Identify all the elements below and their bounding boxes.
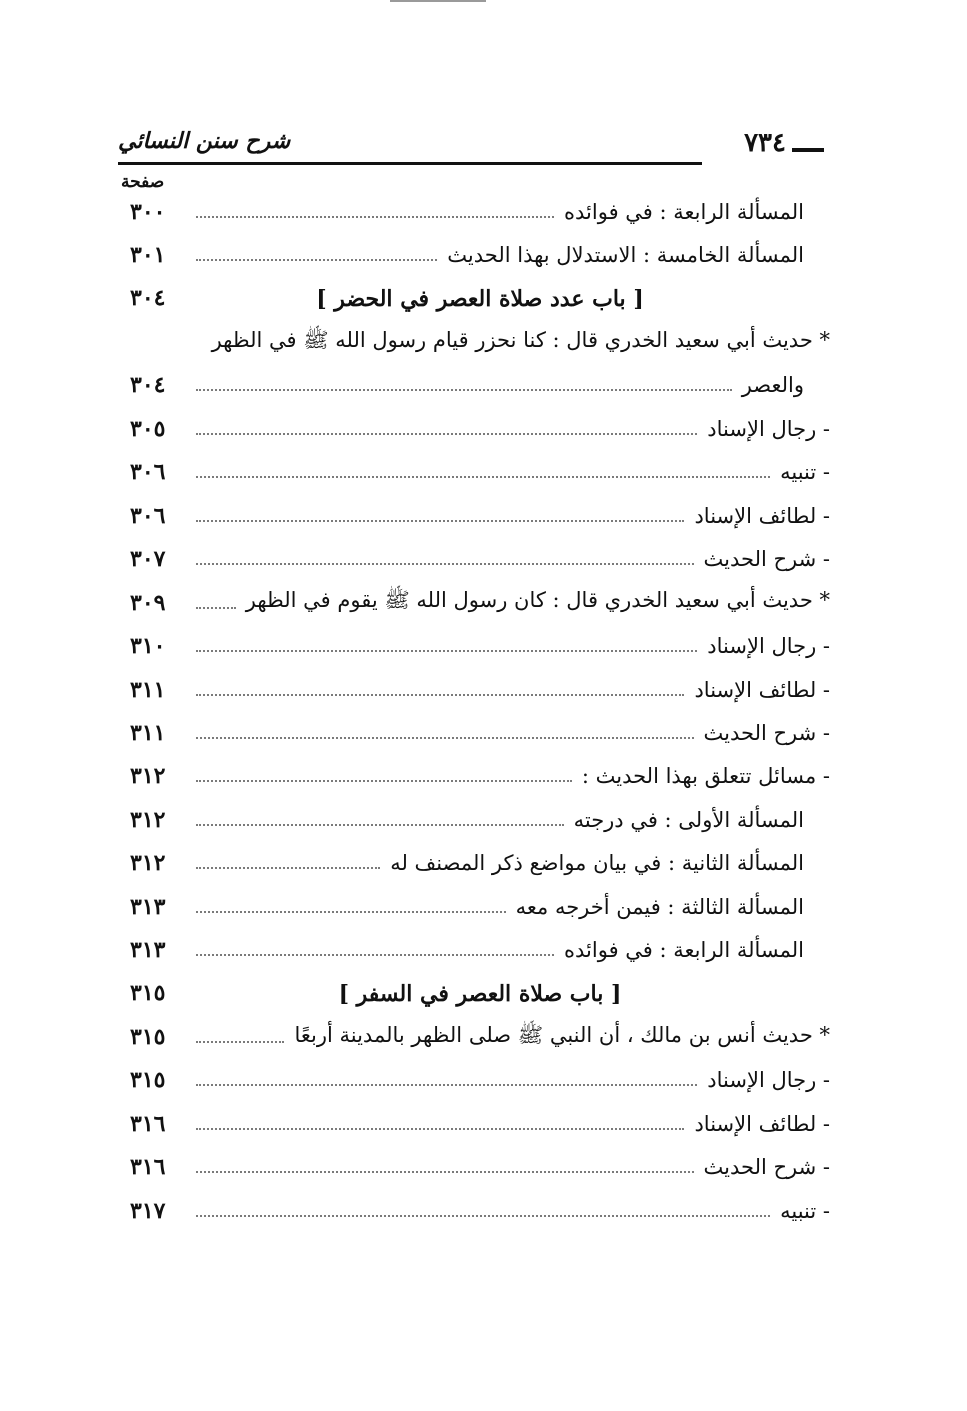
dot-leader bbox=[196, 520, 684, 522]
toc-section-heading bbox=[130, 972, 830, 1015]
toc-entry bbox=[130, 711, 830, 754]
entry-page: ٣٠٤ bbox=[130, 372, 166, 399]
running-title: شرح سنن النسائي bbox=[118, 128, 291, 154]
toc-entry bbox=[130, 668, 830, 711]
entry-page: ٣٠٠ bbox=[130, 198, 166, 225]
entry-page: ٣١٥ bbox=[130, 1067, 166, 1094]
dot-leader bbox=[196, 1128, 684, 1130]
entry-title: والعصر bbox=[741, 373, 804, 398]
entry-page: ٣١٣ bbox=[130, 893, 166, 920]
entry-title: المسألة الرابعة : في فوائده bbox=[564, 938, 804, 963]
dot-leader bbox=[196, 650, 697, 652]
page-column-label: صفحة bbox=[121, 172, 165, 192]
toc-entry bbox=[130, 842, 830, 885]
entry-page: ٣١١ bbox=[130, 676, 166, 703]
dot-leader bbox=[196, 911, 506, 913]
entry-title: - شرح الحديث bbox=[703, 720, 830, 745]
toc-entry bbox=[130, 320, 830, 363]
entry-page: ٣٠٤ bbox=[130, 284, 166, 311]
toc-entry bbox=[130, 581, 830, 624]
entry-title: - رجال الإسناد bbox=[707, 1068, 830, 1093]
top-scan-mark bbox=[390, 0, 486, 2]
entry-title: - لطائف الإسناد bbox=[694, 503, 830, 528]
entry-page: ٣١٥ bbox=[130, 1024, 166, 1051]
entry-page: ٣١٣ bbox=[130, 937, 166, 964]
dot-leader bbox=[196, 867, 380, 869]
entry-page: ٣١٢ bbox=[130, 806, 166, 833]
entry-title: - شرح الحديث bbox=[703, 1155, 830, 1180]
entry-title: - رجال الإسناد bbox=[707, 634, 830, 659]
dot-leader bbox=[196, 824, 564, 826]
entry-title: - لطائف الإسناد bbox=[694, 1111, 830, 1136]
dot-leader bbox=[196, 1215, 770, 1217]
header-rule bbox=[118, 162, 702, 165]
toc-entry bbox=[130, 233, 830, 276]
toc-entry bbox=[130, 885, 830, 928]
entry-page: ٣٠٦ bbox=[130, 459, 166, 486]
entry-title: - تنبيه bbox=[780, 1198, 830, 1223]
dot-leader bbox=[196, 780, 572, 782]
dot-leader bbox=[196, 737, 694, 739]
entry-page: ٣١٢ bbox=[130, 850, 166, 877]
entry-page: ٣٠٩ bbox=[130, 589, 166, 616]
entry-title: * حديث أنس بن مالك ، أن النبي ﷺ صلى الظهر بالمدينة أربعًا bbox=[294, 1022, 830, 1047]
entry-page: ٣٠١ bbox=[130, 242, 166, 269]
toc-entry bbox=[130, 1059, 830, 1102]
dot-leader bbox=[196, 954, 554, 956]
entry-page: ٣١٦ bbox=[130, 1110, 166, 1137]
dot-leader bbox=[196, 259, 437, 261]
toc-entry bbox=[130, 755, 830, 798]
entry-page: ٣٠٧ bbox=[130, 546, 166, 573]
dot-leader bbox=[196, 1041, 284, 1043]
toc-entry bbox=[130, 451, 830, 494]
entry-title: - لطائف الإسناد bbox=[694, 677, 830, 702]
toc-entry bbox=[130, 538, 830, 581]
dot-leader bbox=[196, 1084, 697, 1086]
section-title: [ باب صلاة العصر في السفر ] bbox=[338, 980, 622, 1007]
entry-title: المسألة الخامسة : الاستدلال بهذا الحديث bbox=[447, 243, 804, 268]
dot-leader bbox=[196, 694, 684, 696]
dot-leader bbox=[196, 607, 236, 609]
toc-entry bbox=[130, 1189, 830, 1232]
toc-entry bbox=[130, 624, 830, 667]
toc-entry bbox=[130, 1015, 830, 1058]
toc-entry bbox=[130, 1102, 830, 1145]
entry-page: ٣١٥ bbox=[130, 979, 166, 1006]
toc-entry bbox=[130, 798, 830, 841]
toc-entry bbox=[130, 1146, 830, 1189]
page-number-dash bbox=[792, 148, 824, 152]
dot-leader bbox=[196, 563, 694, 565]
entry-page: ٣١٠ bbox=[130, 633, 166, 660]
page-number: ٧٣٤ bbox=[744, 128, 786, 158]
dot-leader bbox=[196, 476, 770, 478]
toc-entry bbox=[130, 190, 830, 233]
toc-section-heading bbox=[130, 277, 830, 320]
entry-title: * حديث أبي سعيد الخدري قال : كان رسول الله ﷺ يقوم في الظهر bbox=[245, 588, 830, 613]
entry-page: ٣٠٦ bbox=[130, 502, 166, 529]
entry-title: - رجال الإسناد bbox=[707, 416, 830, 441]
entry-title: المسألة الرابعة : في فوائده bbox=[564, 199, 804, 224]
entry-title: المسألة الثانية : في بيان مواضع ذكر المصنف له bbox=[390, 851, 804, 876]
entry-page: ٣١١ bbox=[130, 719, 166, 746]
page-header bbox=[118, 128, 824, 176]
dot-leader bbox=[196, 1171, 694, 1173]
dot-leader bbox=[196, 433, 697, 435]
entry-title: المسألة الثالثة : فيمن أخرجه معه bbox=[515, 894, 804, 919]
table-of-contents bbox=[130, 190, 830, 1233]
toc-entry bbox=[130, 364, 830, 407]
entry-title: - مسائل تتعلق بهذا الحديث : bbox=[581, 764, 830, 789]
toc-entry bbox=[130, 407, 830, 450]
entry-title: - تنبيه bbox=[780, 460, 830, 485]
dot-leader bbox=[196, 389, 732, 391]
section-title: [ باب عدد صلاة العصر في الحضر ] bbox=[316, 285, 644, 312]
entry-title: المسألة الأولى : في درجته bbox=[573, 807, 804, 832]
entry-page: ٣١٦ bbox=[130, 1154, 166, 1181]
toc-entry bbox=[130, 494, 830, 537]
entry-title: * حديث أبي سعيد الخدري قال : كنا نحزر قيام رسول الله ﷺ في الظهر bbox=[211, 327, 830, 352]
entry-title: - شرح الحديث bbox=[703, 547, 830, 572]
toc-entry bbox=[130, 928, 830, 971]
entry-page: ٣١٧ bbox=[130, 1197, 166, 1224]
entry-page: ٣٠٥ bbox=[130, 415, 166, 442]
entry-page: ٣١٢ bbox=[130, 763, 166, 790]
dot-leader bbox=[196, 216, 554, 218]
